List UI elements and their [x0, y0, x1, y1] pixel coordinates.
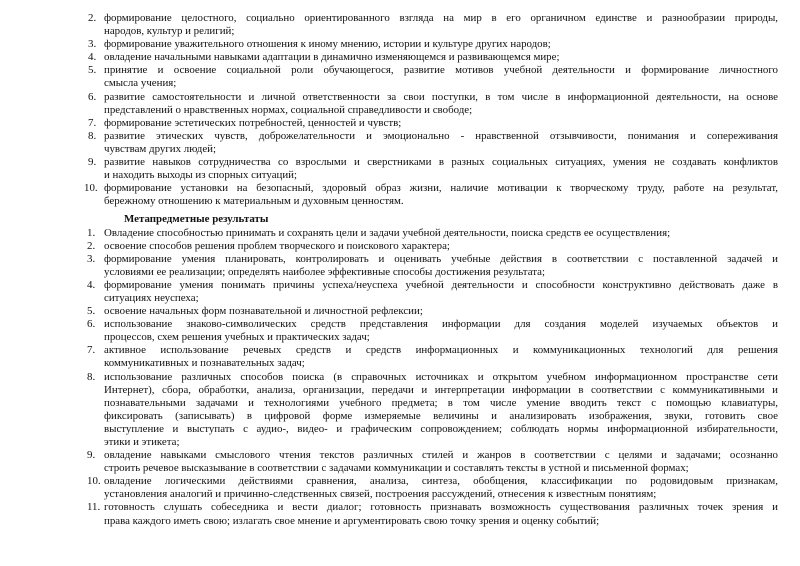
section-heading-meta-results: Метапредметные результаты	[124, 213, 269, 226]
list-item	[0, 130, 800, 156]
list-item-number: 8.	[88, 129, 97, 142]
list-item-text-line: условиями ее реализации; определять наиболее эффективные способы достижения результата;	[104, 265, 546, 278]
list-item-number: 3.	[88, 38, 97, 51]
list-item-text-line: формирование установки на безопасный, здоровый образ жизни, наличие мотивации к творческому труду, работе на результат,	[104, 182, 778, 195]
list-item-number: 9.	[87, 449, 96, 462]
list-item-text-line: смысла учения;	[104, 77, 177, 90]
list-item	[0, 51, 800, 64]
list-item-text-line: познавательными задачами и технологиями учебного предмета; в том числе умение вводить текст с помощью клавиатуры,	[104, 396, 778, 409]
list-item	[0, 12, 800, 38]
list-item	[0, 318, 800, 344]
list-item-text-line: развитие этических чувств, доброжелательности и эмоционально - нравственной отзывчивости, понимания и сопереживания	[104, 129, 778, 142]
list-item-number: 4.	[87, 278, 96, 291]
list-item-number: 3.	[87, 252, 96, 265]
list-item	[0, 117, 800, 130]
document-page	[0, 12, 800, 528]
list-item-text-line: освоение начальных форм познавательной и личностной рефлексии;	[104, 305, 423, 318]
list-item-text-line: установления аналогий и причинно-следственных связей, построения рассуждений, отнесения к известным понятиям;	[104, 488, 657, 501]
list-item-text-line: представлений о нравственных нормах, социальной справедливости и свободе;	[104, 103, 473, 116]
list-item-text-line: Интернет), сбора, обработки, анализа, организации, передачи и интерпретации информации в соответствии с коммуникативными и	[104, 383, 778, 396]
list-item-number: 5.	[87, 305, 96, 318]
list-item-text-line: формирование умения понимать причины успеха/неуспеха учебной деятельности и способности конструктивно действовать даже в	[104, 278, 778, 291]
list-item	[0, 227, 800, 240]
list-item-text-line: этики и этикета;	[104, 436, 180, 448]
list-item-text-line: формирование целостного, социально ориентированного взгляда на мир в его органичном единстве и разнообразии природы,	[104, 12, 778, 24]
list-item-number: 8.	[87, 370, 96, 383]
list-item-text-line: овладение начальными навыками адаптации в динамично изменяющемся и развивающемся мире;	[104, 51, 560, 64]
list-item-text-line: ситуациях неуспеха;	[104, 291, 199, 304]
list-item-text-line: активное использование речевых средств и средств информационных и коммуникационных технологий для решения	[104, 344, 778, 357]
meta-results-list	[0, 227, 800, 528]
list-item-number: 4.	[88, 51, 97, 64]
list-item-number: 11.	[87, 501, 101, 514]
list-item	[0, 253, 800, 279]
list-item	[0, 475, 800, 501]
list-item-number: 10.	[87, 475, 101, 488]
list-item-text-line: готовность слушать собеседника и вести диалог; готовность признавать возможность существования различных точек зрения и	[104, 501, 778, 514]
list-item-text-line: принятие и освоение социальной роли обучающегося, развитие мотивов учебной деятельности и формирование личностного	[104, 64, 778, 77]
list-item	[0, 91, 800, 117]
list-item-text-line: чувствам других людей;	[104, 142, 217, 155]
list-item-text-line: развитие навыков сотрудничества со взрослыми и сверстниками в разных социальных ситуациях, умения не создавать конфликтов	[104, 156, 778, 169]
list-item	[0, 279, 800, 305]
list-item-text-line: формирование умения планировать, контролировать и оценивать учебные действия в соответствии с поставленной задачей и	[104, 252, 778, 265]
list-item-text-line: фиксировать (записывать) в цифровой форме измеряемые величины и анализировать изображения, звуки, готовить свое	[104, 409, 778, 422]
list-item-text-line: использование знаково-символических средств представления информации для создания моделей изучаемых объектов и	[104, 318, 778, 331]
personal-results-list	[0, 12, 800, 208]
list-item-number: 6.	[88, 90, 97, 103]
list-item-text-line: овладение логическими действиями сравнения, анализа, синтеза, обобщения, классификации по родовидовым признакам,	[104, 475, 778, 488]
list-item	[0, 240, 800, 253]
list-item-text-line: коммуникативных и познавательных задач;	[104, 357, 305, 370]
list-item	[0, 449, 800, 475]
list-item-text-line: развитие самостоятельности и личной ответственности за свои поступки, в том числе в информационной деятельности, на основе	[104, 90, 778, 103]
list-item-text-line: народов, культур и религий;	[104, 25, 235, 38]
list-item-number: 10.	[84, 182, 98, 195]
list-item-number: 7.	[87, 344, 96, 357]
list-item	[0, 156, 800, 182]
list-item-text-line: процессов, схем решения учебных и практических задач;	[104, 331, 370, 344]
list-item-number: 6.	[87, 318, 96, 331]
list-item-text-line: использование различных способов поиска (в справочных источниках и открытом учебном информационном пространстве сети	[104, 370, 778, 383]
list-item-text-line: формирование уважительного отношения к иному мнению, истории и культуре других народов;	[104, 38, 551, 51]
list-item	[0, 344, 800, 370]
list-item-text-line: строить речевое высказывание в соответствии с задачами коммуникации и составлять тексты в устной и письменной формах;	[104, 462, 689, 475]
list-item	[0, 182, 800, 208]
list-item-text-line: бережному отношению к материальным и духовным ценностям.	[104, 195, 404, 208]
list-item-number: 2.	[88, 12, 97, 24]
list-item-number: 2.	[87, 239, 96, 252]
list-item-text-line: формирование эстетических потребностей, ценностей и чувств;	[104, 116, 402, 129]
list-item-number: 5.	[88, 64, 97, 77]
list-item-text-line: и находить выходы из спорных ситуаций;	[104, 169, 298, 182]
list-item	[0, 305, 800, 318]
list-item-text-line: освоение способов решения проблем творческого и поискового характера;	[104, 239, 450, 252]
list-item	[0, 501, 800, 527]
list-item-text-line: овладение навыками смыслового чтения текстов различных стилей и жанров в соответствии с целями и задачами; осознанно	[104, 449, 778, 462]
list-item-text-line: права каждого иметь свою; излагать свое мнение и аргументировать свою точку зрения и оценку событий;	[104, 514, 600, 527]
list-item-text-line: выступление и выступать с аудио-, видео- и графическим сопровождением; соблюдать нормы информационной избирательности,	[104, 422, 778, 435]
list-item-number: 9.	[88, 156, 97, 169]
list-item-number: 1.	[87, 226, 96, 239]
list-item-text-line: Овладение способностью принимать и сохранять цели и задачи учебной деятельности, поиска средств ее осуществления;	[104, 226, 671, 239]
list-item	[0, 64, 800, 90]
list-item	[0, 371, 800, 450]
list-item	[0, 38, 800, 51]
list-item-number: 7.	[88, 116, 97, 129]
